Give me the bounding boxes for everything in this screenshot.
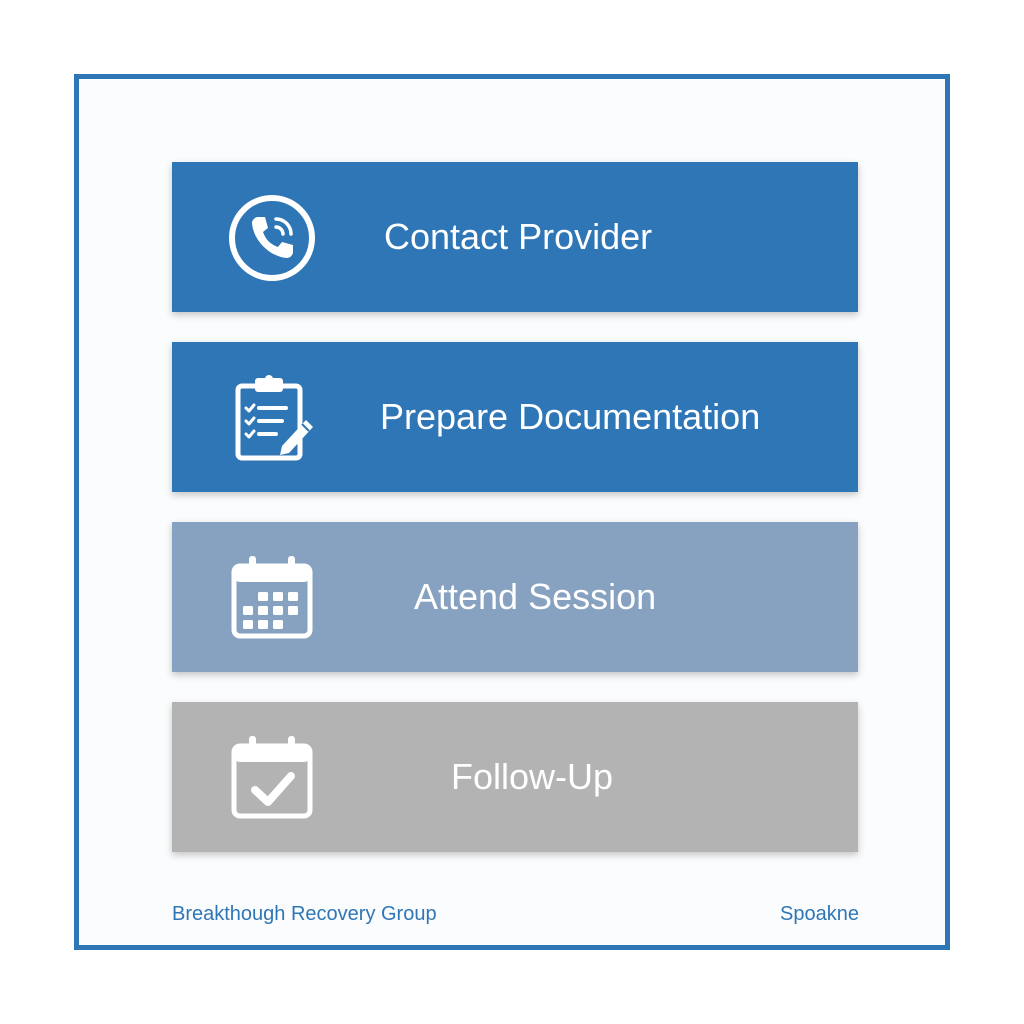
step-prepare-documentation[interactable] <box>172 342 858 492</box>
clipboard-pen-icon <box>224 370 320 466</box>
calendar-icon <box>224 550 320 646</box>
step-label: Attend Session <box>414 576 657 617</box>
step-label: Prepare Documentation <box>380 396 761 437</box>
step-attend-session[interactable] <box>172 522 858 672</box>
step-label: Follow-Up <box>451 756 614 797</box>
phone-icon <box>224 190 320 286</box>
step-contact-provider[interactable] <box>172 162 858 312</box>
location-name: Spoakne <box>780 903 859 925</box>
calendar-check-icon <box>224 730 320 826</box>
organization-name: Breakthough Recovery Group <box>172 903 437 925</box>
step-label: Contact Provider <box>384 216 653 257</box>
steps-frame <box>74 74 950 950</box>
step-follow-up[interactable] <box>172 702 858 852</box>
